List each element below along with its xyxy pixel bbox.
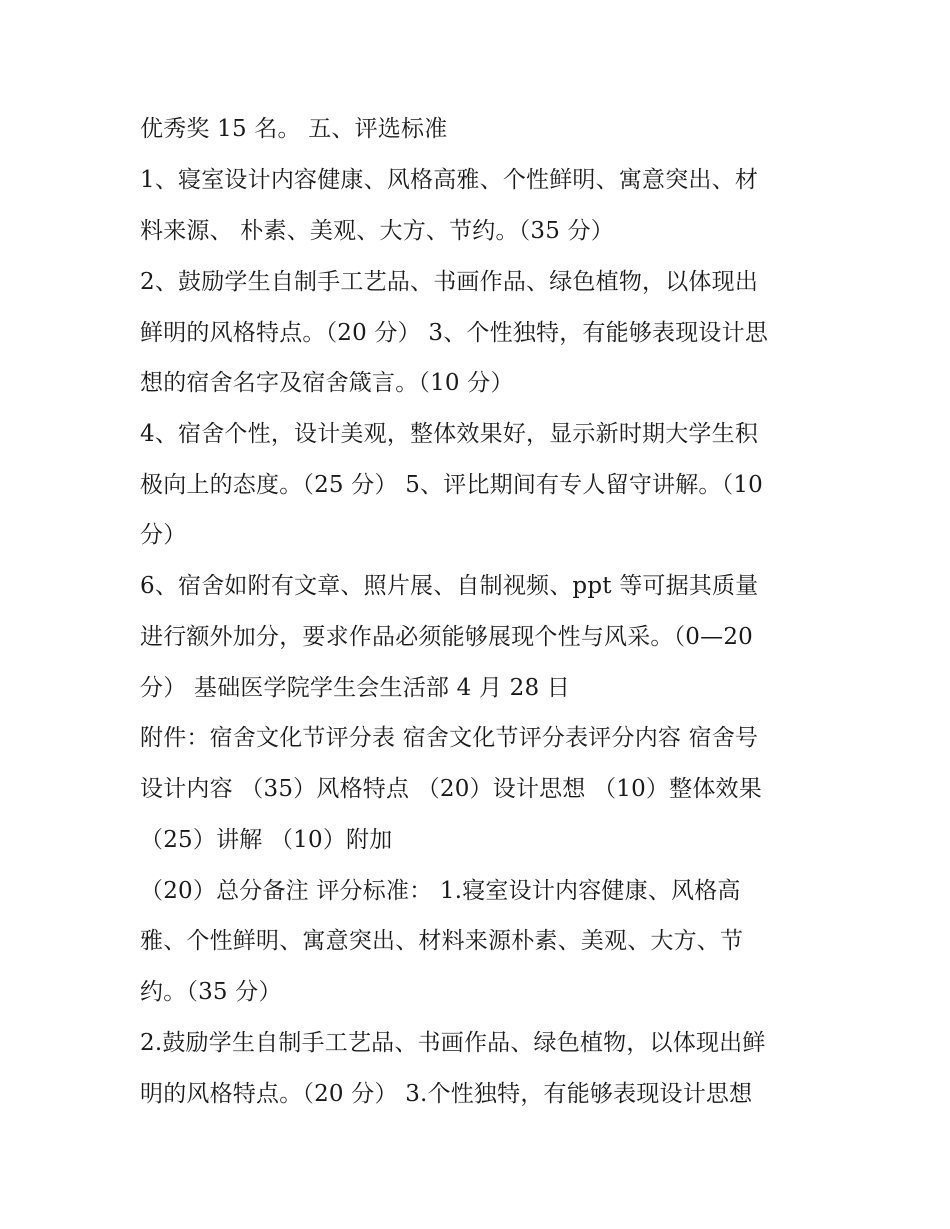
text-line: 6、宿舍如附有文章、照片展、自制视频、ppt 等可据其质量 — [140, 573, 759, 599]
text-line: 雅、个性鲜明、寓意突出、材料来源朴素、美观、大方、节 — [140, 928, 744, 954]
text-line: 分） 基础医学院学生会生活部 4 月 28 日 — [140, 675, 571, 701]
text-line: 明的风格特点。（20 分） 3.个性独特，有能够表现设计思想 — [140, 1081, 753, 1107]
text-line: 想的宿舍名字及宿舍箴言。（10 分） — [140, 370, 514, 396]
text-line: （25）讲解 （10）附加 — [140, 827, 393, 853]
text-line: （20）总分备注 评分标准： 1.寝室设计内容健康、风格高 — [140, 878, 741, 904]
text-line: 进行额外加分，要求作品必须能够展现个性与风采。（0—20 — [140, 624, 753, 650]
text-line: 1、寝室设计内容健康、风格高雅、个性鲜明、寓意突出、材 — [140, 167, 759, 193]
text-line: 分） — [140, 522, 187, 548]
text-line: 鲜明的风格特点。（20 分） 3、个性独特，有能够表现设计思 — [140, 320, 769, 346]
text-line: 2、鼓励学生自制手工艺品、书画作品、绿色植物，以体现出 — [140, 269, 759, 295]
text-line: 4、宿舍个性，设计美观，整体效果好，显示新时期大学生积 — [140, 421, 759, 447]
text-line: 优秀奖 15 名。 五、评选标准 — [140, 116, 448, 142]
text-line: 设计内容 （35）风格特点 （20）设计思想 （10）整体效果 — [140, 776, 762, 802]
text-line: 极向上的态度。（25 分） 5、评比期间有专人留守讲解。（10 — [140, 472, 763, 498]
text-line: 附件：宿舍文化节评分表 宿舍文化节评分表评分内容 宿舍号 — [140, 725, 759, 751]
text-line: 约。（35 分） — [140, 979, 282, 1005]
text-line: 料来源、 朴素、美观、大方、节约。（35 分） — [140, 218, 614, 244]
text-line: 2.鼓励学生自制手工艺品、书画作品、绿色植物，以体现出鲜 — [140, 1030, 766, 1056]
